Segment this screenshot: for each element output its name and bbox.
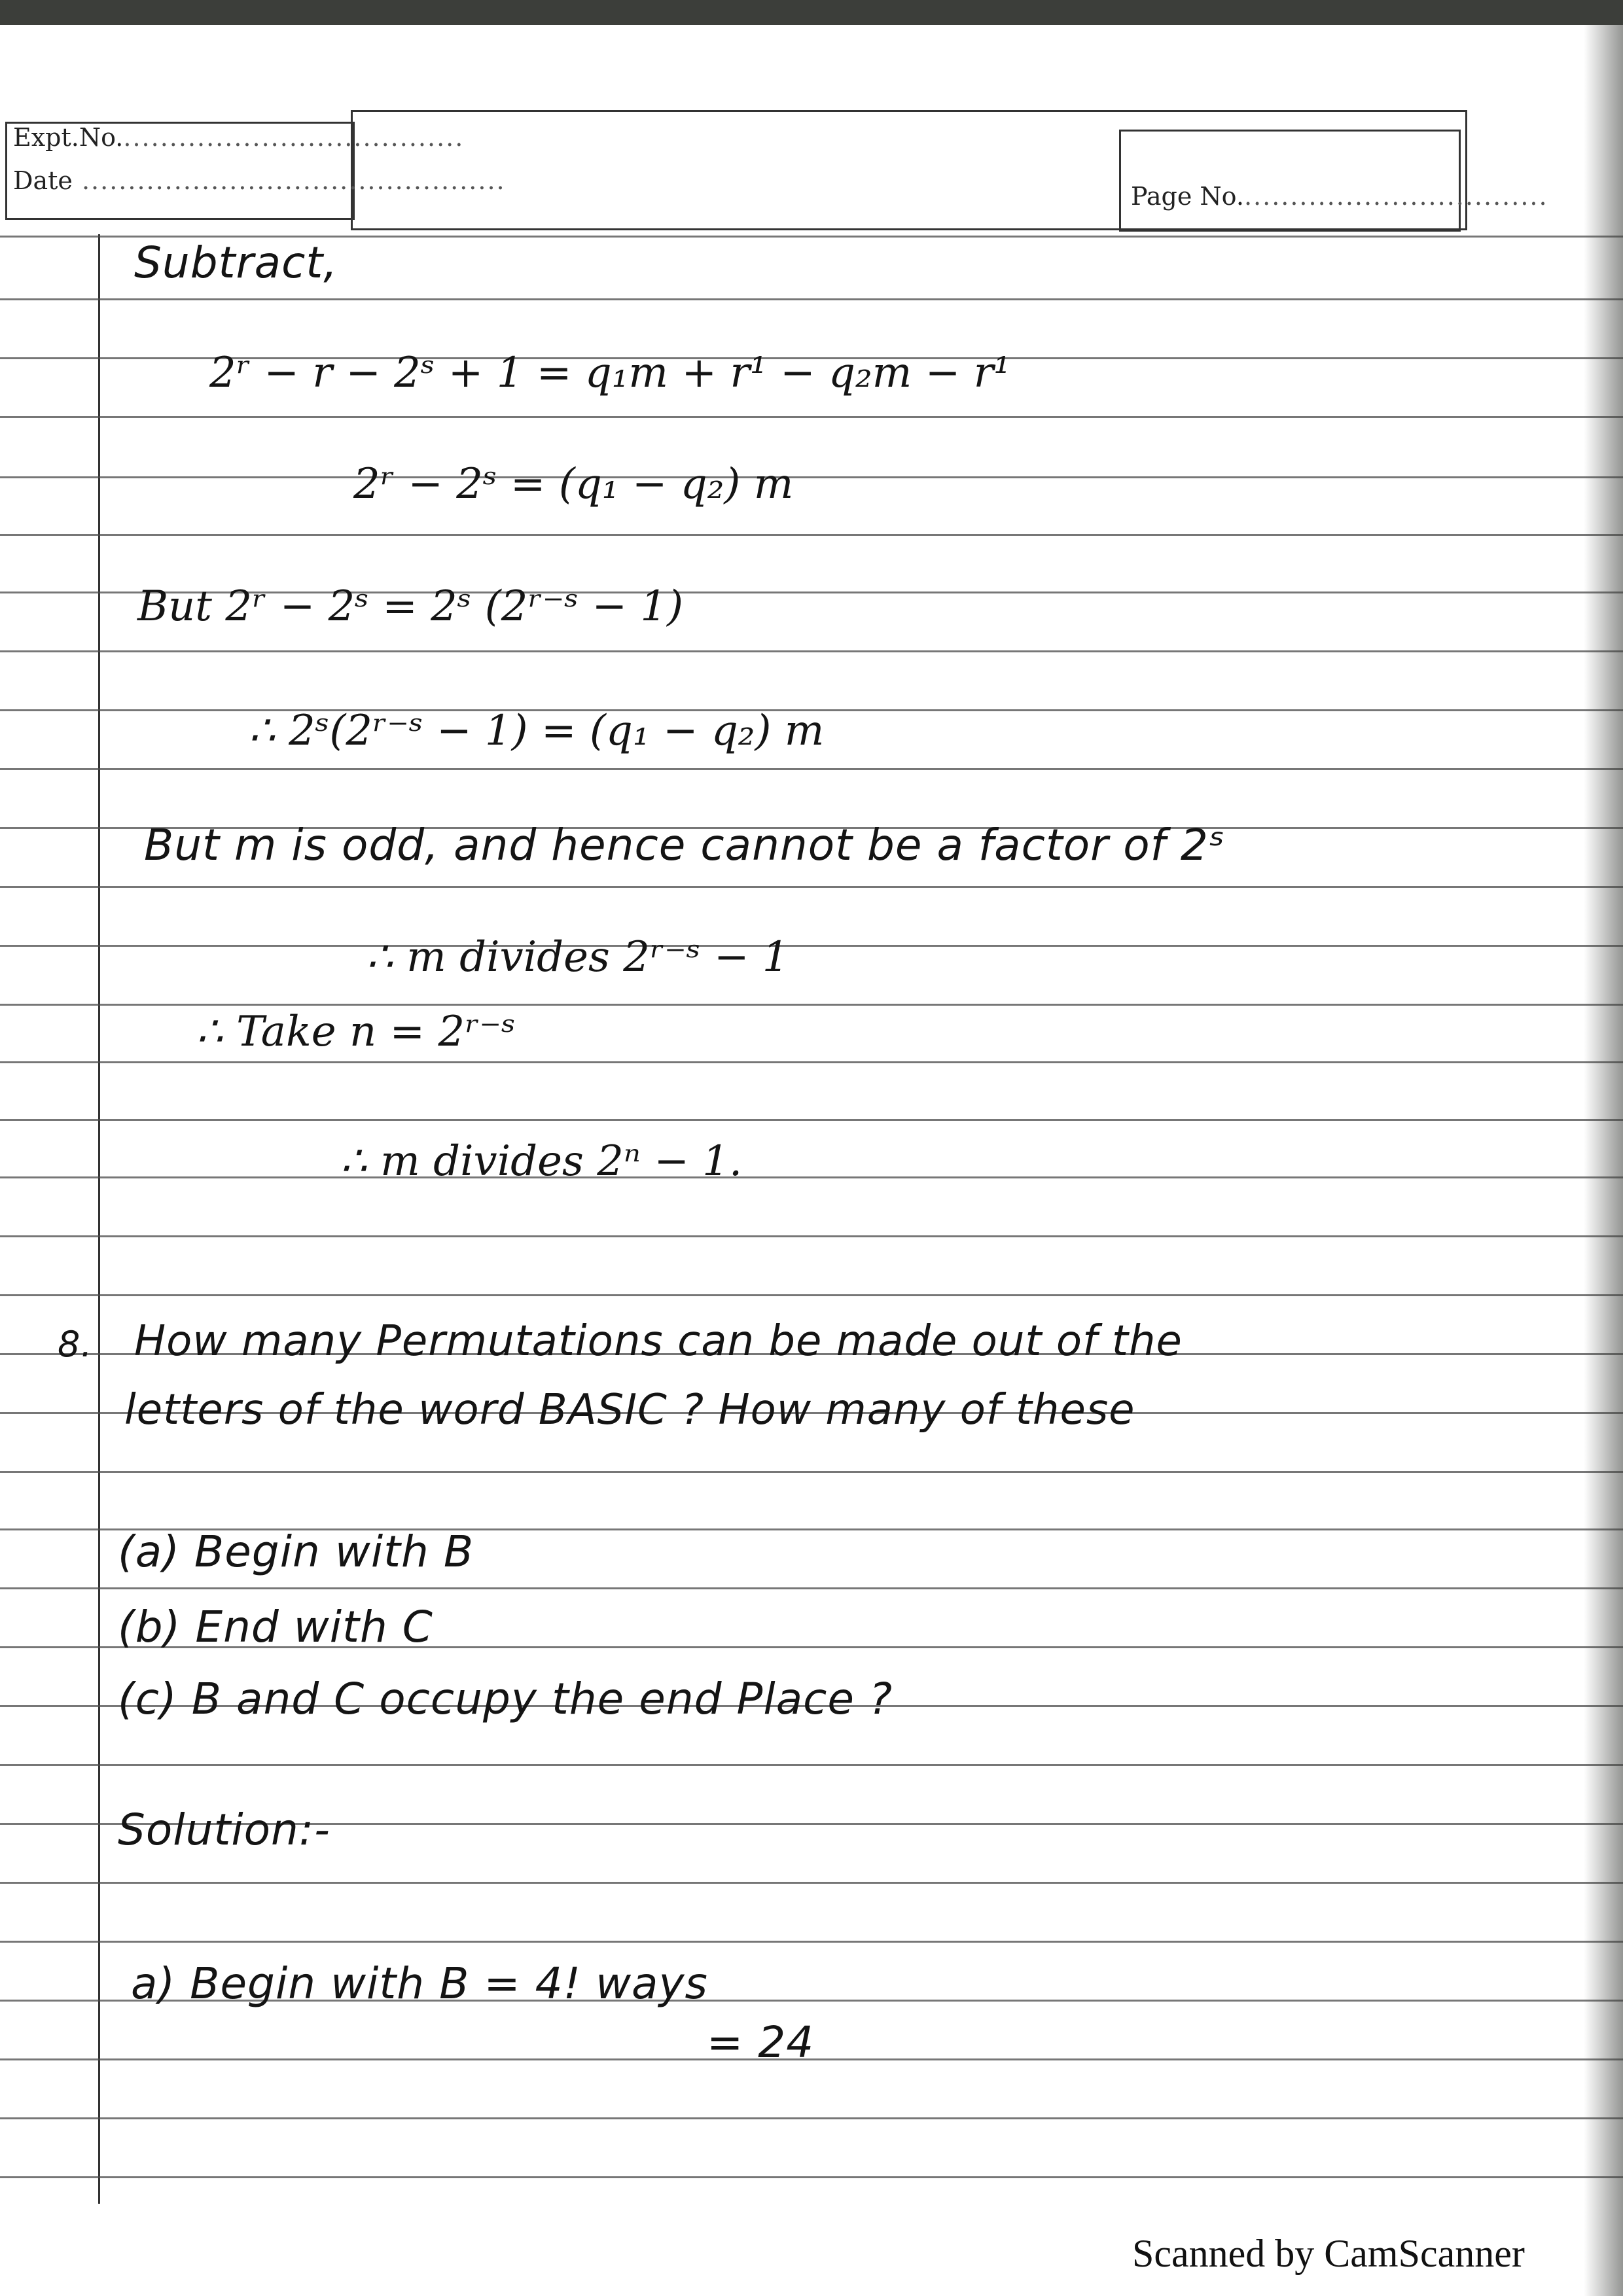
page-no-box: [1119, 130, 1461, 232]
ruled-line: [0, 1004, 1623, 1006]
line-therefore-1: ∴ 2ˢ(2ʳ⁻ˢ − 1) = (q₁ − q₂) m: [249, 707, 825, 755]
line-equation-1: 2ʳ − r − 2ˢ + 1 = q₁m + r¹ − q₂m − r¹: [209, 349, 1010, 397]
date-label: Date ..............................................: [13, 166, 506, 195]
ruled-line: [0, 2117, 1623, 2119]
question-line-1: How many Permutations can be made out of the: [134, 1317, 1183, 1366]
ruled-line: [0, 476, 1623, 478]
ruled-line: [0, 1764, 1623, 1766]
expt-no-label: Expt.No......................................: [13, 123, 465, 152]
ruled-line: [0, 1176, 1623, 1178]
ruled-line: [0, 945, 1623, 947]
ruled-line: [0, 2176, 1623, 2178]
ruled-line: [0, 650, 1623, 652]
ruled-line: [0, 1471, 1623, 1473]
scan-background-top: [0, 0, 1623, 25]
ruled-line: [0, 1587, 1623, 1589]
solution-heading: Solution:-: [118, 1805, 330, 1855]
line-m-divides: ∴ m divides 2ʳ⁻ˢ − 1: [366, 933, 789, 981]
scan-background-right: [1584, 0, 1623, 2296]
ruled-line: [0, 1061, 1623, 1063]
ruled-line: [0, 534, 1623, 536]
ruled-line: [0, 1119, 1623, 1121]
line-m-odd: But m is odd, and hence cannot be a factor of 2ˢ: [144, 820, 1226, 870]
ruled-line: [0, 1941, 1623, 1943]
ruled-line: [0, 768, 1623, 770]
question-number: 8.: [58, 1324, 93, 1365]
question-line-2: letters of the word BASIC ? How many of these: [124, 1386, 1135, 1434]
solution-line-2: = 24: [707, 2017, 815, 2068]
notebook-page: [0, 25, 1623, 2204]
line-conclusion: ∴ m divides 2ⁿ − 1.: [340, 1137, 743, 1186]
line-take-n: ∴ Take n = 2ʳ⁻ˢ: [196, 1008, 516, 1056]
line-subtract: Subtract,: [134, 238, 338, 288]
ruled-line: [0, 1235, 1623, 1237]
line-but-factor: But 2ʳ − 2ˢ = 2ˢ (2ʳ⁻ˢ − 1): [137, 582, 684, 631]
solution-line-1: a) Begin with B = 4! ways: [131, 1958, 708, 2009]
ruled-line: [0, 298, 1623, 300]
option-a: (a) Begin with B: [118, 1527, 474, 1577]
line-equation-2: 2ʳ − 2ˢ = (q₁ − q₂) m: [353, 460, 794, 508]
scanner-watermark: Scanned by CamScanner: [1132, 2232, 1525, 2275]
option-c: (c) B and C occupy the end Place ?: [118, 1674, 893, 1724]
option-b: (b) End with C: [118, 1602, 433, 1652]
ruled-line: [0, 886, 1623, 888]
page-no-label: Page No..................................: [1131, 182, 1548, 211]
ruled-line: [0, 1294, 1623, 1296]
ruled-line: [0, 1882, 1623, 1884]
ruled-line: [0, 416, 1623, 418]
